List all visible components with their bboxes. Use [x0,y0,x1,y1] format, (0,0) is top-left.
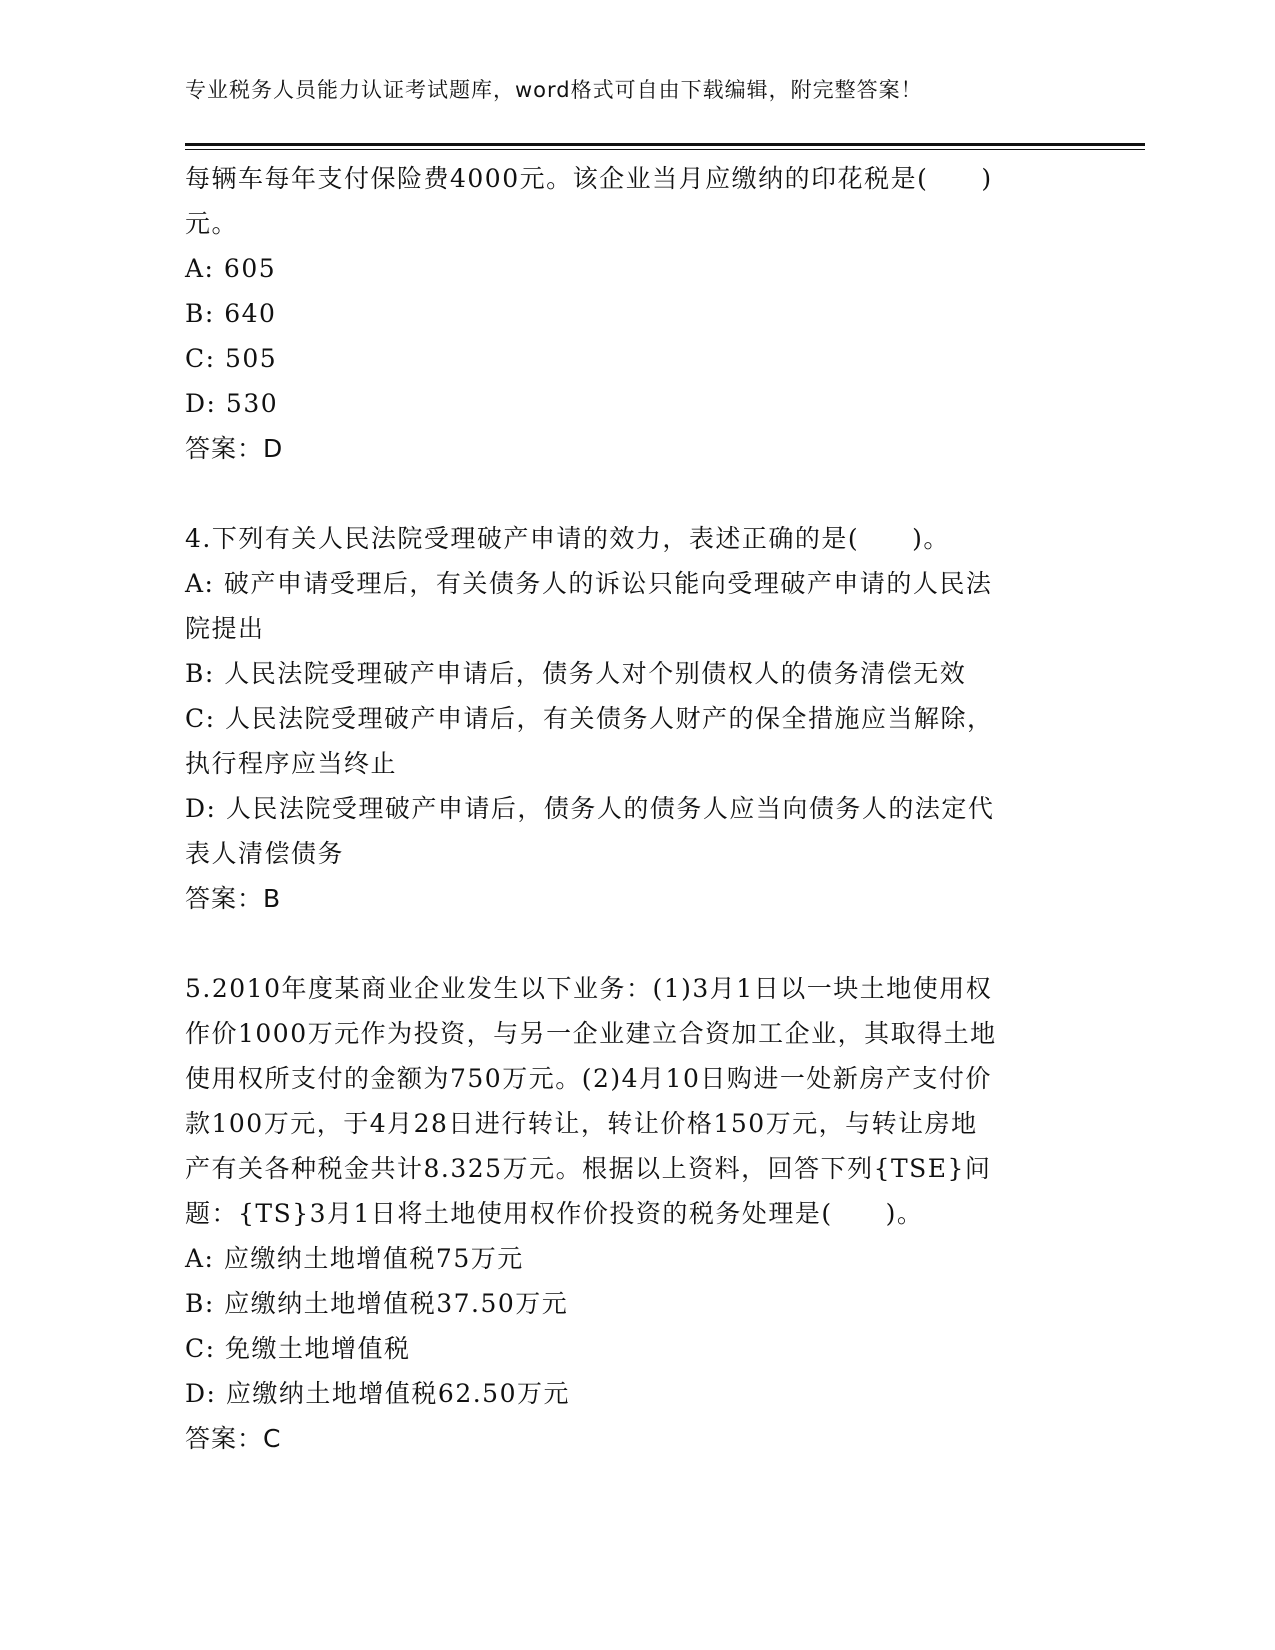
question-3 [185,156,1065,471]
question-stem-line: 元。 [185,209,239,238]
question-stem-line: 作价1000万元作为投资，与另一企业建立合资加工企业，其取得土地 [185,1019,997,1048]
spacer [185,921,1065,966]
question-stem-line: 款100万元，于4月28日进行转让，转让价格150万元，与转让房地 [185,1109,978,1138]
option-c-continued: 执行程序应当终止 [185,749,398,778]
question-stem-line: 题：{TS}3月1日将土地使用权作价投资的税务处理是( )。 [185,1199,924,1228]
question-stem-line: 5.2010年度某商业企业发生以下业务：(1)3月1日以一块土地使用权 [185,974,993,1003]
option-a: A: 破产申请受理后，有关债务人的诉讼只能向受理破产申请的人民法 [185,569,993,598]
option-b: B: 640 [185,299,277,328]
option-d: D: 应缴纳土地增值税62.50万元 [185,1379,570,1408]
spacer [185,471,1065,516]
option-c: C: 免缴土地增值税 [185,1334,411,1363]
question-stem-line: 使用权所支付的金额为750万元。(2)4月10日购进一处新房产支付价 [185,1064,992,1093]
answer-label: 答案：D [185,434,284,463]
option-d: D: 530 [185,389,279,418]
option-b: B: 人民法院受理破产申请后，债务人对个别债权人的债务清偿无效 [185,659,967,688]
option-b: B: 应缴纳土地增值税37.50万元 [185,1289,569,1318]
page-header: 专业税务人员能力认证考试题库，word格式可自由下载编辑，附完整答案！ [185,78,923,102]
question-5 [185,966,1065,1461]
answer-label: 答案：B [185,884,282,913]
option-c: C: 人民法院受理破产申请后，有关债务人财产的保全措施应当解除， [185,704,994,733]
option-a: A: 应缴纳土地增值税75万元 [185,1244,524,1273]
option-d: D: 人民法院受理破产申请后，债务人的债务人应当向债务人的法定代 [185,794,995,823]
option-c: C: 505 [185,344,278,373]
option-a-continued: 院提出 [185,614,265,643]
question-4 [185,516,1065,921]
document-body [185,156,1065,1461]
option-d-continued: 表人清偿债务 [185,839,345,868]
question-stem-line: 产有关各种税金共计8.325万元。根据以上资料，回答下列{TSE}问 [185,1154,992,1183]
question-stem-line: 每辆车每年支付保险费4000元。该企业当月应缴纳的印花税是( ) [185,164,993,193]
question-stem-line: 4.下列有关人民法院受理破产申请的效力，表述正确的是( )。 [185,524,950,553]
header-rule-thick [185,143,1145,146]
answer-label: 答案：C [185,1424,282,1453]
header-rule-thin [185,149,1145,150]
option-a: A: 605 [185,254,277,283]
